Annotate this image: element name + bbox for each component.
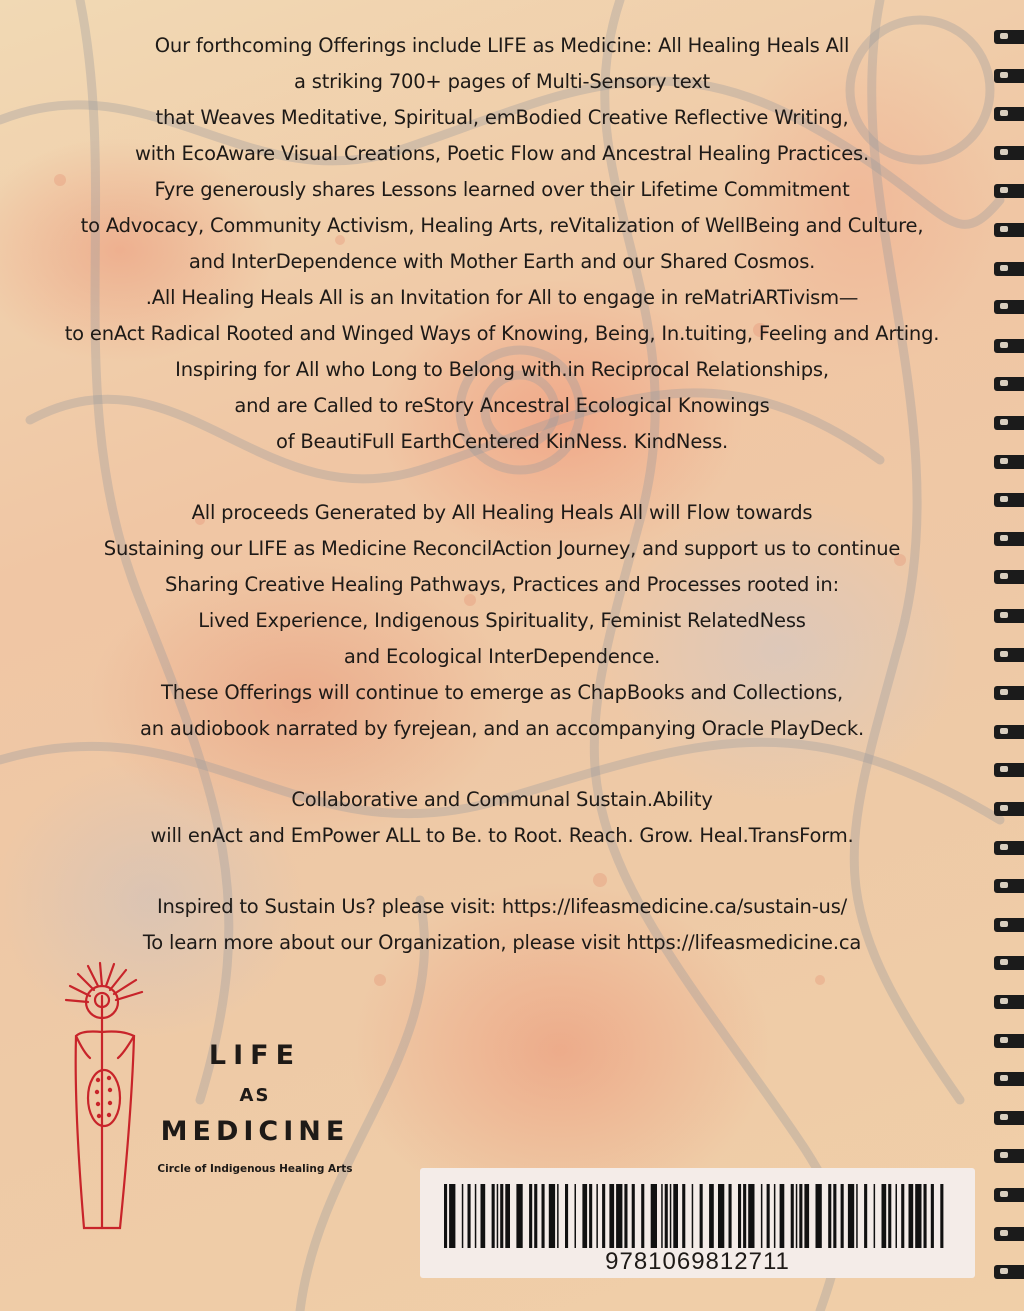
barcode-bar <box>856 1184 858 1248</box>
barcode-bar <box>931 1184 934 1248</box>
spiral-ring <box>994 841 1024 855</box>
barcode-bar <box>804 1184 809 1248</box>
spiral-ring <box>994 1072 1024 1086</box>
text-line: a striking 700+ pages of Multi-Sensory text <box>293 70 710 93</box>
spiral-ring <box>994 377 1024 391</box>
spiral-ring <box>994 532 1024 546</box>
barcode-bar <box>682 1184 685 1248</box>
barcode-bar <box>940 1184 943 1248</box>
text-line: to enAct Radical Rooted and Winged Ways of Knowing, Being, In.tuiting, Feeling and Arting. <box>64 322 940 345</box>
spiral-ring <box>994 30 1024 44</box>
barcode-bar <box>534 1184 537 1248</box>
text-line: an audiobook narrated by fyrejean, and an accompanying Oracle PlayDeck. <box>140 717 864 740</box>
barcode-bar <box>718 1184 724 1248</box>
text-line: All proceeds Generated by All Healing Heals All will Flow towards <box>191 501 813 524</box>
spiral-ring <box>994 69 1024 83</box>
barcode-bar <box>774 1184 776 1248</box>
barcode-bar <box>475 1184 477 1248</box>
life-as-medicine-logo-figure <box>62 958 152 1238</box>
text-line: To learn more about our Organization, please visit https://lifeasmedicine.ca <box>142 931 862 954</box>
text-line: and are Called to reStory Ancestral Ecological Knowings <box>234 394 770 417</box>
barcode-bar <box>816 1184 822 1248</box>
barcode-bar <box>492 1184 495 1248</box>
text-line: Lived Experience, Indigenous Spirituality, Feminist RelatedNess <box>198 609 806 632</box>
barcode-bar <box>738 1184 741 1248</box>
spiral-ring <box>994 1111 1024 1125</box>
spiral-ring <box>994 1265 1024 1279</box>
brand-as: AS <box>239 1085 271 1106</box>
barcode-bar <box>624 1184 627 1248</box>
barcode-bar <box>729 1184 732 1248</box>
text-line: Sharing Creative Healing Pathways, Practices and Processes rooted in: <box>165 573 839 596</box>
spiral-ring <box>994 725 1024 739</box>
barcode-bar <box>673 1184 678 1248</box>
barcode-bar <box>575 1184 577 1248</box>
spiral-ring <box>994 455 1024 469</box>
text-line: and Ecological InterDependence. <box>343 645 661 668</box>
barcode-bar <box>497 1184 499 1248</box>
spiral-ring <box>994 262 1024 276</box>
spiral-ring <box>994 416 1024 430</box>
spiral-ring <box>994 1149 1024 1163</box>
text-line: Collaborative and Communal Sustain.Ability <box>291 788 713 811</box>
barcode-bar <box>692 1184 694 1248</box>
text-paragraph <box>0 782 1004 854</box>
text-line: Our forthcoming Offerings include LIFE as Medicine: All Healing Heals All <box>154 34 850 57</box>
text-line: will enAct and EmPower ALL to Be. to Root. Reach. Grow. Heal.TransForm. <box>150 824 854 847</box>
text-line: Inspiring for All who Long to Belong with.in Reciprocal Relationships, <box>175 358 829 381</box>
text-line: These Offerings will continue to emerge as ChapBooks and Collections, <box>160 681 844 704</box>
barcode-bar <box>882 1184 887 1248</box>
barcode-bar <box>848 1184 854 1248</box>
text-line: with EcoAware Visual Creations, Poetic Flow and Ancestral Healing Practices. <box>134 142 870 165</box>
spiral-ring <box>994 1227 1024 1241</box>
barcode-bar <box>796 1184 798 1248</box>
barcode-bar <box>632 1184 635 1248</box>
barcode-bar <box>709 1184 714 1248</box>
barcode-bar <box>609 1184 614 1248</box>
spiral-ring <box>994 107 1024 121</box>
barcode-bar <box>791 1184 794 1248</box>
barcode-bar <box>767 1184 770 1248</box>
barcode-bar <box>542 1184 545 1248</box>
barcode-bar <box>896 1184 898 1248</box>
barcode-bar <box>743 1184 746 1248</box>
text-paragraph <box>0 889 1004 961</box>
barcode-bar <box>641 1184 644 1248</box>
text-line: of BeautiFull EarthCentered KinNess. KindNess. <box>275 430 729 453</box>
spiral-ring <box>994 184 1024 198</box>
barcode-bar <box>670 1184 672 1248</box>
barcode-bar <box>874 1184 876 1248</box>
barcode-bar <box>505 1184 510 1248</box>
barcode-bar <box>462 1184 464 1248</box>
text-line: and InterDependence with Mother Earth and our Shared Cosmos. <box>188 250 816 273</box>
spiral-ring <box>994 956 1024 970</box>
barcode-bar <box>761 1184 763 1248</box>
barcode-bar <box>616 1184 622 1248</box>
spiral-ring <box>994 879 1024 893</box>
barcode-bar <box>799 1184 802 1248</box>
barcode-bar <box>596 1184 598 1248</box>
barcode-bar <box>901 1184 904 1248</box>
barcode-bar <box>549 1184 555 1248</box>
spiral-ring <box>994 609 1024 623</box>
barcode-bar <box>557 1184 559 1248</box>
barcode-bar <box>780 1184 785 1248</box>
spiral-binding <box>990 0 1024 1311</box>
barcode-bar <box>828 1184 831 1248</box>
spiral-ring <box>994 1034 1024 1048</box>
barcode-bar <box>833 1184 836 1248</box>
text-paragraph <box>0 28 1004 460</box>
spiral-ring <box>994 570 1024 584</box>
brand-tagline: Circle of Indigenous Healing Arts <box>157 1163 353 1175</box>
barcode-bar <box>582 1184 587 1248</box>
text-line: Sustaining our LIFE as Medicine ReconcilAction Journey, and support us to continue <box>103 537 901 560</box>
isbn-number: 9781069812711 <box>605 1248 790 1275</box>
barcode-bar <box>529 1184 532 1248</box>
spiral-ring <box>994 995 1024 1009</box>
barcode-bar <box>700 1184 703 1248</box>
barcode-bar <box>468 1184 471 1248</box>
barcode-bar <box>924 1184 927 1248</box>
spiral-ring <box>994 918 1024 932</box>
spiral-ring <box>994 802 1024 816</box>
spiral-ring <box>994 686 1024 700</box>
text-line: that Weaves Meditative, Spiritual, emBodied Creative Reflective Writing, <box>155 106 849 129</box>
barcode-bar <box>864 1184 867 1248</box>
spiral-ring <box>994 223 1024 237</box>
barcode-bar <box>602 1184 605 1248</box>
barcode-bar <box>444 1184 447 1248</box>
text-line: .All Healing Heals All is an Invitation for All to engage in reMatriARTivism— <box>145 286 859 309</box>
barcode-bar <box>909 1184 914 1248</box>
spiral-ring <box>994 146 1024 160</box>
text-line: Fyre generously shares Lessons learned over their Lifetime Commitment <box>154 178 850 201</box>
barcode-bar <box>915 1184 921 1248</box>
spiral-ring <box>994 300 1024 314</box>
barcode-bar <box>748 1184 754 1248</box>
spiral-ring <box>994 648 1024 662</box>
spiral-ring <box>994 763 1024 777</box>
barcode-bar <box>651 1184 657 1248</box>
text-paragraph <box>0 495 1004 747</box>
spiral-ring <box>994 1188 1024 1202</box>
barcode-bar <box>841 1184 844 1248</box>
barcode-bar <box>516 1184 522 1248</box>
barcode-bar <box>589 1184 592 1248</box>
barcode-label <box>420 1168 975 1278</box>
text-line: to Advocacy, Community Activism, Healing Arts, reVitalization of WellBeing and Culture, <box>80 214 924 237</box>
barcode <box>444 1184 954 1248</box>
brand-medicine: MEDICINE <box>160 1116 350 1147</box>
barcode-bar <box>565 1184 568 1248</box>
brand-wordmark <box>155 1040 355 1175</box>
barcode-bar <box>665 1184 668 1248</box>
barcode-bar <box>481 1184 486 1248</box>
text-line: Inspired to Sustain Us? please visit: https://lifeasmedicine.ca/sustain-us/ <box>156 895 848 918</box>
spiral-ring <box>994 493 1024 507</box>
back-cover-text <box>0 28 1004 996</box>
brand-life: LIFE <box>208 1040 302 1071</box>
barcode-bar <box>449 1184 455 1248</box>
barcode-bar <box>661 1184 663 1248</box>
barcode-bar <box>888 1184 891 1248</box>
barcode-bar <box>500 1184 503 1248</box>
spiral-ring <box>994 339 1024 353</box>
